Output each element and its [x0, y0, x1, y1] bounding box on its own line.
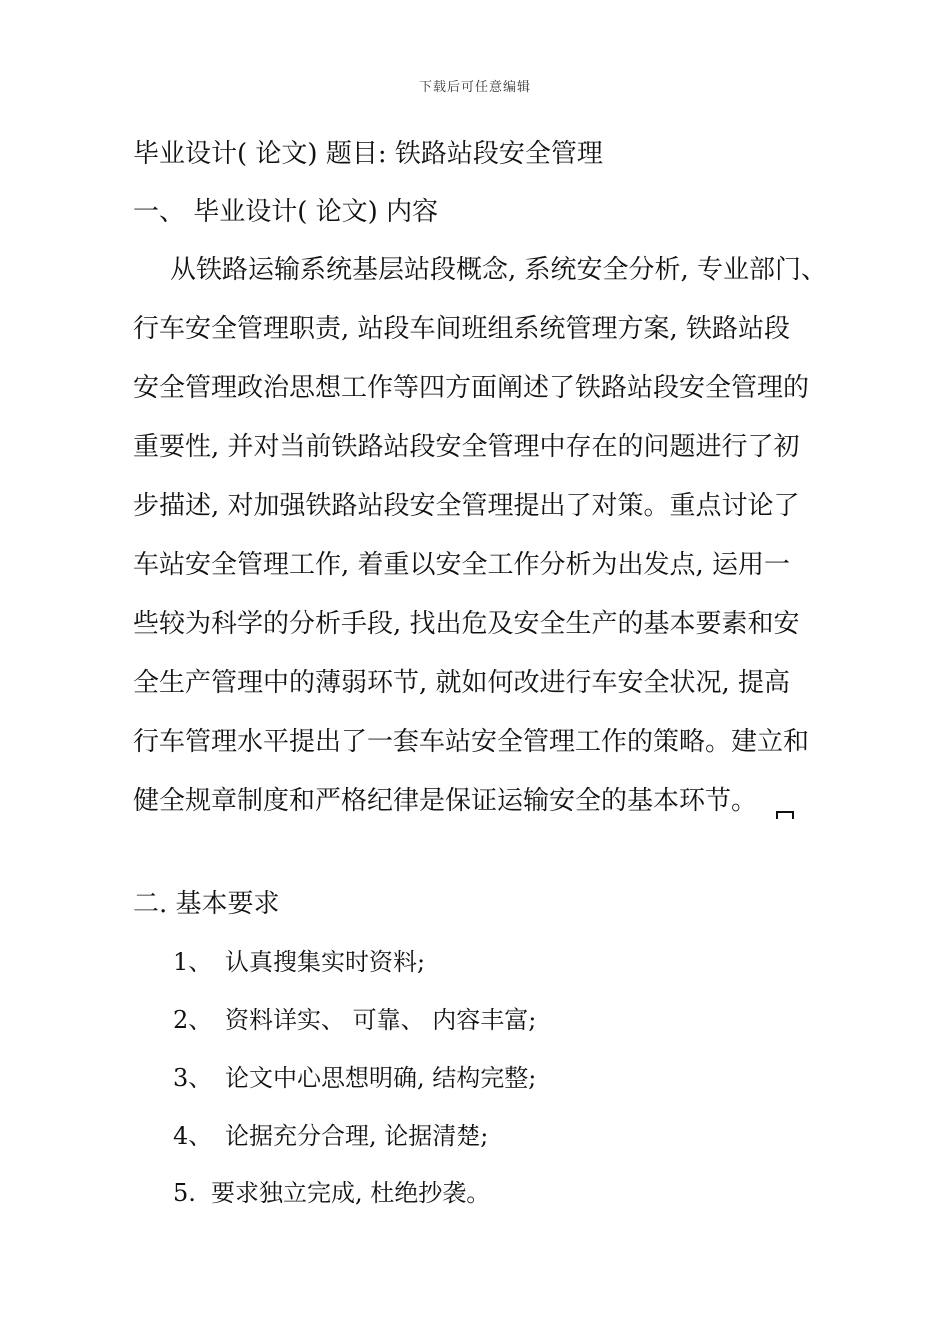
requirement-item — [173, 1177, 490, 1209]
paragraph-line: 车站安全管理工作, 着重以安全工作分析为出发点, 运用一 — [133, 550, 791, 580]
paragraph-line: 行车管理水平提出了一套车站安全管理工作的策略。建立和 — [133, 727, 810, 757]
item-number: 3、 — [173, 1064, 213, 1092]
paragraph-line: 安全管理政治思想工作等四方面阐述了铁路站段安全管理的 — [133, 373, 810, 403]
item-number: 1、 — [173, 948, 213, 976]
item-text: 认真搜集实时资料; — [225, 948, 426, 976]
paragraph-line: 行车安全管理职责, 站段车间班组系统管理方案, 铁路站段 — [133, 314, 791, 344]
section-2-heading: 二. 基本要求 — [133, 889, 280, 919]
item-number: 2、 — [173, 1006, 213, 1034]
paragraph-line: 健全规章制度和严格纪律是保证运输安全的基本环节。 — [133, 786, 758, 816]
paragraph-line: 些较为科学的分析手段, 找出危及安全生产的基本要素和安 — [133, 609, 800, 639]
requirement-item — [173, 1062, 536, 1094]
item-text: 论文中心思想明确, 结构完整; — [225, 1064, 537, 1092]
section-divider-mark — [776, 811, 794, 819]
requirement-item — [173, 1004, 536, 1036]
paragraph-line: 步描述, 对加强铁路站段安全管理提出了对策。重点讨论了 — [133, 491, 800, 521]
section-1-heading: 一、 毕业设计( 论文) 内容 — [133, 197, 439, 227]
item-text: 要求独立完成, 杜绝抄袭。 — [211, 1179, 491, 1207]
item-text: 资料详实、 可靠、 内容丰富; — [225, 1006, 537, 1034]
document-title: 毕业设计( 论文) 题目: 铁路站段安全管理 — [133, 139, 603, 169]
item-number: 5. — [173, 1179, 196, 1207]
requirement-item — [173, 1120, 488, 1152]
requirement-item — [173, 946, 425, 978]
page-header: 下载后可任意编辑 — [418, 80, 531, 95]
item-text: 论据充分合理, 论据清楚; — [225, 1122, 489, 1150]
paragraph-line: 重要性, 并对当前铁路站段安全管理中存在的问题进行了初 — [133, 432, 800, 462]
paragraph-line: 全生产管理中的薄弱环节, 就如何改进行车安全状况, 提高 — [133, 668, 791, 698]
item-number: 4、 — [173, 1122, 213, 1150]
paragraph-line: 从铁路运输系统基层站段概念, 系统安全分析, 专业部门、 — [170, 255, 828, 285]
